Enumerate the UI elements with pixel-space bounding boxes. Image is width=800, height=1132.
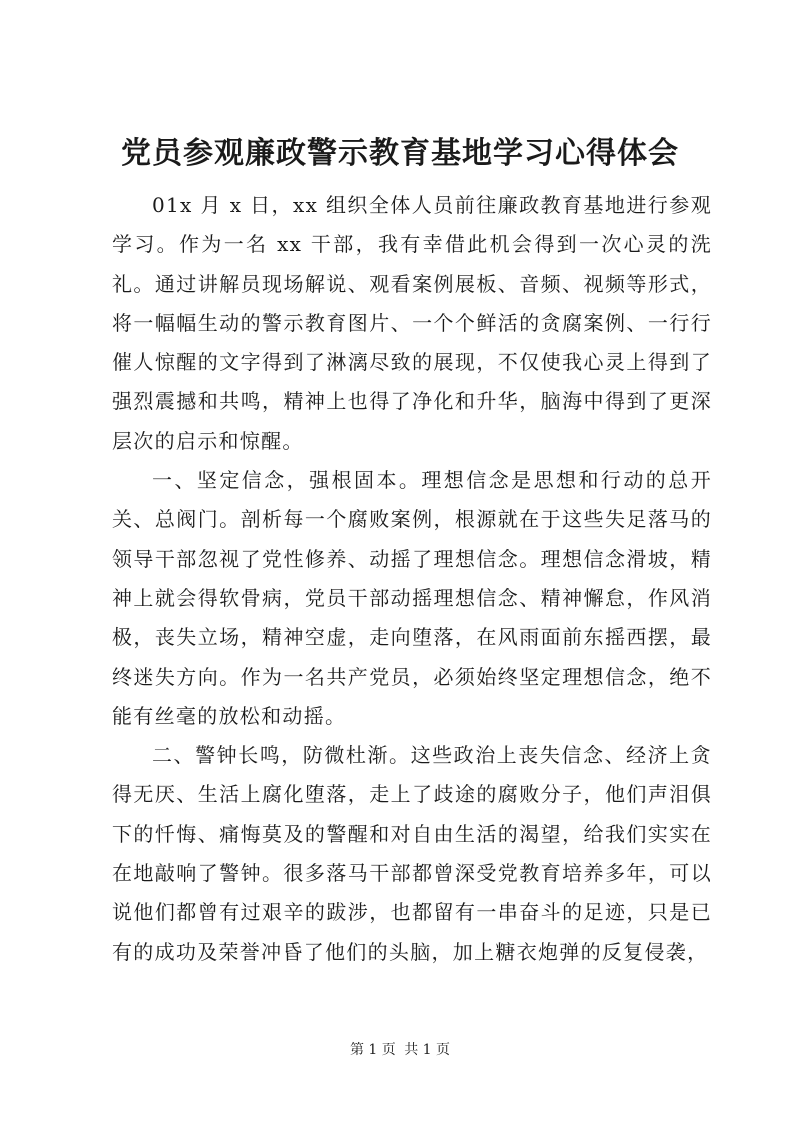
page-number: 第 1 页: [349, 1042, 396, 1058]
paragraph-intro: 01x 月 x 日，xx 组织全体人员前往廉政教育基地进行参观学习。作为一名 xx 干部，我有幸借此机会得到一次心灵的洗礼。通过讲解员现场解说、观看案例展板、音频、视频等形式，将一幅幅生动的警示教育图片、一个个鲜活的贪腐案例、一行行催人惊醒的文字得到了淋漓尽致的展现，不仅使我心灵上得到了强烈震撼和共鸣，精神上也得了净化和升华，脑海中得到了更深层次的启示和惊醒。: [112, 193, 712, 453]
page-footer: [0, 1040, 800, 1060]
paragraph-section-1: 一、坚定信念，强根固本。理想信念是思想和行动的总开关、总阀门。剖析每一个腐败案例，根源就在于这些失足落马的领导干部忽视了党性修养、动摇了理想信念。理想信念滑坡，精神上就会得软骨病，党员干部动摇理想信念、精神懈怠，作风消极，丧失立场，精神空虚，走向堕落，在风雨面前东摇西摆，最终迷失方向。作为一名共产党员，必须始终坚定理想信念，绝不能有丝毫的放松和动摇。: [112, 468, 712, 728]
page-total: 共 1 页: [404, 1042, 451, 1058]
document-body: [112, 186, 712, 972]
paragraph-section-2: 二、警钟长鸣，防微杜渐。这些政治上丧失信念、经济上贪得无厌、生活上腐化堕落，走上了歧途的腐败分子，他们声泪俱下的忏悔、痛悔莫及的警醒和对自由生活的渴望，给我们实实在在地敲响了警钟。很多落马干部都曾深受党教育培养多年，可以说他们都曾有过艰辛的跋涉，也都留有一串奋斗的足迹，只是已有的成功及荣誉冲昏了他们的头脑，加上糖衣炮弹的反复侵袭，: [112, 743, 712, 964]
document-title: 党员参观廉政警示教育基地学习心得体会: [121, 136, 679, 171]
